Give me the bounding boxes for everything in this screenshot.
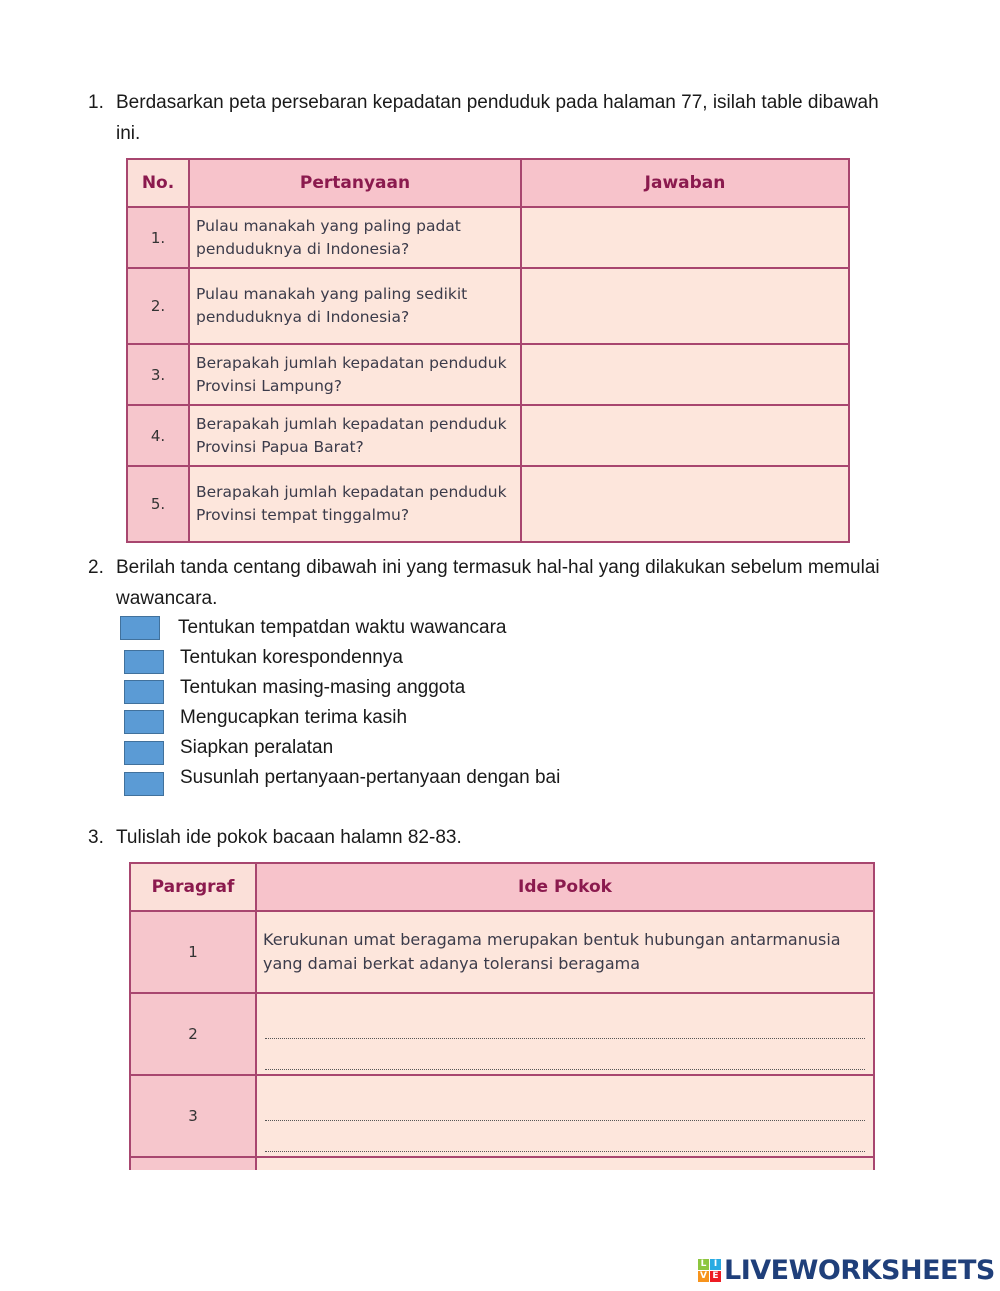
row-question: Pulau manakah yang paling sedikit penduduknya di Indonesia? <box>189 268 521 344</box>
option-label: Susunlah pertanyaan-pertanyaan dengan bai <box>180 767 561 788</box>
checkbox[interactable] <box>124 680 164 704</box>
row-number: 2. <box>127 268 189 344</box>
table-row <box>127 466 849 542</box>
option-label: Tentukan korespondennya <box>180 647 403 668</box>
question-number: 1. <box>88 92 104 113</box>
answer-cell[interactable] <box>521 207 849 268</box>
row-number: 5. <box>127 466 189 542</box>
question-1 <box>88 87 888 149</box>
main-idea-text: Kerukunan umat beragama merupakan bentuk hubungan antarmanusia yang damai berkat adanya toleransi beragama <box>256 911 874 993</box>
question-text: Berilah tanda centang dibawah ini yang termasuk hal-hal yang dilakukan sebelum memulai wawancara. <box>116 557 880 609</box>
logo-letter: L <box>698 1259 709 1270</box>
dotted-line <box>265 1151 865 1152</box>
row-number: 3. <box>127 344 189 405</box>
checkbox[interactable] <box>124 772 164 796</box>
answer-cell[interactable] <box>521 344 849 405</box>
answer-cell[interactable] <box>521 466 849 542</box>
brand-name: LIVEWORKSHEETS <box>724 1255 995 1286</box>
option-label: Mengucapkan terima kasih <box>180 707 408 728</box>
row-number: 4. <box>127 405 189 466</box>
checkbox[interactable] <box>120 616 160 640</box>
table-header-row <box>130 863 874 911</box>
table-row <box>127 344 849 405</box>
table-row <box>130 1075 874 1157</box>
table-row <box>127 405 849 466</box>
option-label: Tentukan tempatdan waktu wawancara <box>178 617 507 638</box>
checkbox[interactable] <box>124 650 164 674</box>
table-row <box>130 993 874 1075</box>
live-grid-icon <box>698 1259 721 1282</box>
logo-letter: E <box>710 1271 721 1282</box>
header-main-idea: Ide Pokok <box>256 863 874 911</box>
header-paragraph: Paragraf <box>130 863 256 911</box>
logo-letter: I <box>710 1259 721 1270</box>
answer-cell[interactable] <box>521 268 849 344</box>
question-number: 3. <box>88 827 104 848</box>
option-label: Tentukan masing-masing anggota <box>180 677 466 698</box>
logo-letter: V <box>698 1271 709 1282</box>
checkbox[interactable] <box>124 710 164 734</box>
checkbox[interactable] <box>124 741 164 765</box>
paragraph-number: 3 <box>130 1075 256 1157</box>
main-idea-answer[interactable] <box>256 1075 874 1157</box>
answer-cell[interactable] <box>521 405 849 466</box>
header-question: Pertanyaan <box>189 159 521 207</box>
row-question: Pulau manakah yang paling padat penduduknya di Indonesia? <box>189 207 521 268</box>
table-row <box>127 207 849 268</box>
question-2 <box>88 552 888 614</box>
question-number: 2. <box>88 557 104 578</box>
question-text: Tulislah ide pokok bacaan halamn 82-83. <box>116 827 462 848</box>
table-row <box>130 911 874 993</box>
header-no: No. <box>127 159 189 207</box>
option-label: Siapkan peralatan <box>180 737 334 758</box>
row-question: Berapakah jumlah kepadatan penduduk Provinsi tempat tinggalmu? <box>189 466 521 542</box>
paragraph-number: 2 <box>130 993 256 1075</box>
main-idea-table <box>129 862 875 1188</box>
question-text: Berdasarkan peta persebaran kepadatan penduduk pada halaman 77, isilah table dibawah ini. <box>116 92 879 144</box>
table-header-row <box>127 159 849 207</box>
density-table <box>126 158 850 543</box>
liveworksheets-logo <box>698 1255 995 1286</box>
dotted-line <box>265 1069 865 1070</box>
main-idea-answer[interactable] <box>256 993 874 1075</box>
row-question: Berapakah jumlah kepadatan penduduk Provinsi Papua Barat? <box>189 405 521 466</box>
row-number: 1. <box>127 207 189 268</box>
question-3 <box>88 822 888 853</box>
table-row <box>127 268 849 344</box>
row-question: Berapakah jumlah kepadatan penduduk Provinsi Lampung? <box>189 344 521 405</box>
paragraph-number: 1 <box>130 911 256 993</box>
header-answer: Jawaban <box>521 159 849 207</box>
